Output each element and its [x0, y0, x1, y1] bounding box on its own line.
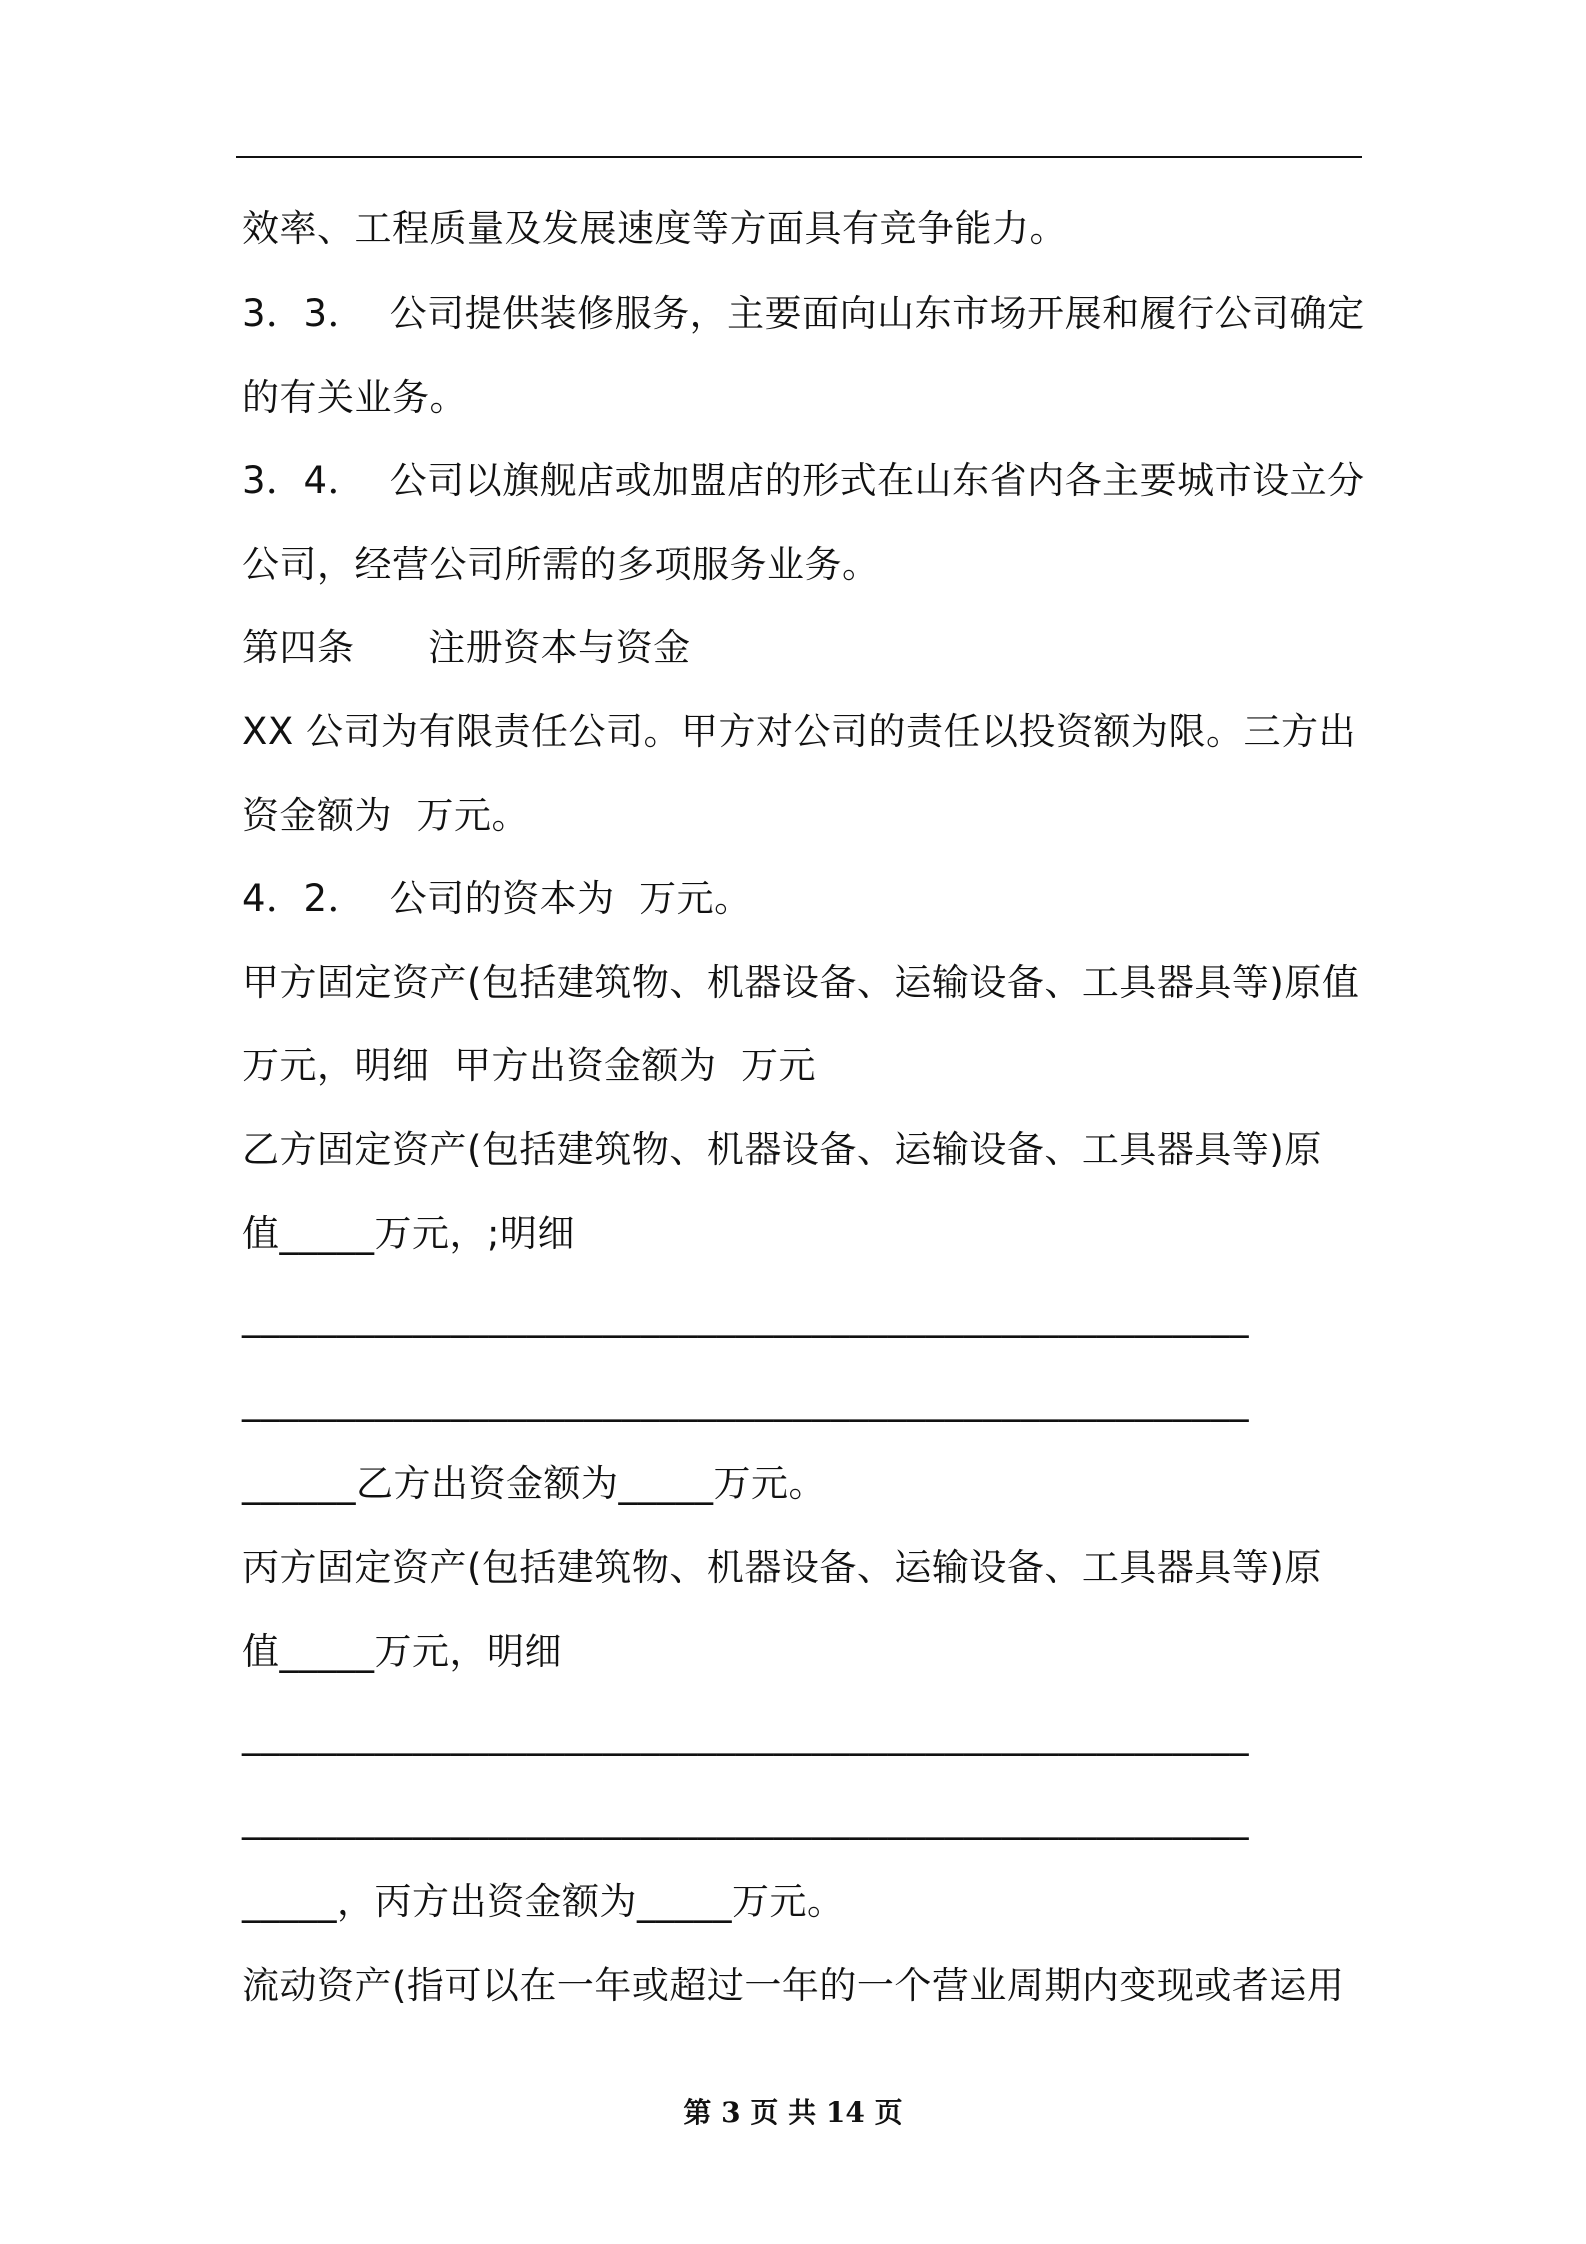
text-line: 公司，经营公司所需的多项服务业务。	[242, 543, 880, 586]
text-line: ______乙方出资金额为_____万元。	[242, 1462, 826, 1505]
text-line: 乙方固定资产(包括建筑物、机器设备、运输设备、工具器具等)原	[242, 1128, 1322, 1171]
text-line: 流动资产(指可以在一年或超过一年的一个营业周期内变现或者运用	[242, 1964, 1345, 2007]
text-line: 4．2． 公司的资本为 万元。	[242, 877, 752, 920]
text-line: XX 公司为有限责任公司。甲方对公司的责任以投资额为限。三方出	[242, 710, 1356, 753]
blank-fill-line: _____________________________________________________	[242, 1379, 1249, 1422]
page-number-footer: 第 3 页 共 14 页	[683, 2096, 903, 2129]
text-line: 效率、工程质量及发展速度等方面具有竞争能力。	[242, 207, 1067, 250]
text-line: 甲方固定资产(包括建筑物、机器设备、运输设备、工具器具等)原值	[242, 961, 1360, 1004]
text-line: 万元，明细 甲方出资金额为 万元	[242, 1044, 817, 1087]
text-line: 3．4． 公司以旗舰店或加盟店的形式在山东省内各主要城市设立分	[242, 459, 1365, 502]
blank-fill-line: _____________________________________________________	[242, 1797, 1249, 1840]
blank-fill-line: _____________________________________________________	[242, 1295, 1249, 1338]
text-line: _____，丙方出资金额为_____万元。	[242, 1880, 845, 1923]
header-rule	[236, 156, 1362, 158]
section-heading: 第四条 注册资本与资金	[242, 626, 691, 669]
text-line: 值_____万元，;明细	[242, 1212, 575, 1255]
text-line: 3．3． 公司提供装修服务，主要面向山东市场开展和履行公司确定	[242, 292, 1365, 335]
blank-fill-line: _____________________________________________________	[242, 1713, 1249, 1756]
text-line: 的有关业务。	[242, 376, 467, 419]
text-line: 值_____万元，明细	[242, 1630, 562, 1673]
text-line: 丙方固定资产(包括建筑物、机器设备、运输设备、工具器具等)原	[242, 1546, 1322, 1589]
text-line: 资金额为 万元。	[242, 794, 530, 837]
